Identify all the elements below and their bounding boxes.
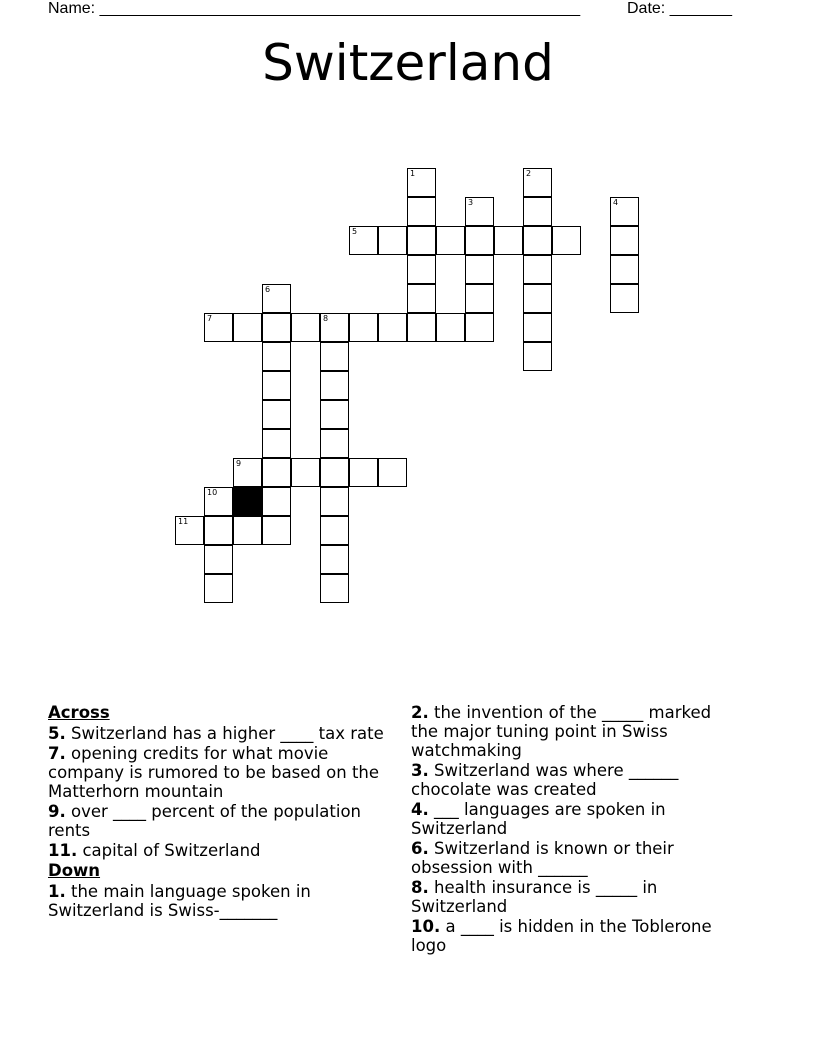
grid-cell[interactable] [262,313,291,342]
grid-cell[interactable] [320,371,349,400]
grid-cell[interactable] [523,313,552,342]
grid-cell[interactable] [523,284,552,313]
grid-cell[interactable] [320,545,349,574]
grid-cell[interactable] [407,168,436,197]
clue-text: Switzerland has a higher ____ tax rate [71,724,384,743]
grid-cell[interactable] [262,429,291,458]
grid-cell[interactable] [436,313,465,342]
clue-number: 2. [411,703,429,722]
grid-cell[interactable] [233,313,262,342]
grid-cell[interactable] [349,458,378,487]
clue-text: the invention of the _____ marked the major tuning point in Swiss watchmaking [411,703,712,760]
clue-number: 1. [48,882,66,901]
clue-number: 6. [411,839,429,858]
grid-cell[interactable] [320,400,349,429]
grid-cell[interactable] [465,197,494,226]
clue-item [48,724,393,743]
grid-cell[interactable] [407,284,436,313]
clue-number-label: 4 [613,198,619,207]
clue-number: 9. [48,802,66,821]
grid-cell[interactable] [465,284,494,313]
grid-cell[interactable] [320,458,349,487]
grid-cell[interactable] [610,226,639,255]
grid-cell[interactable] [523,197,552,226]
grid-cell[interactable] [610,197,639,226]
grid-cell[interactable] [262,342,291,371]
grid-cell[interactable] [204,516,233,545]
grid-cell[interactable] [523,168,552,197]
clue-text: opening credits for what movie company is rumored to be based on the Matterhorn mountain [48,744,380,801]
grid-cell[interactable] [262,400,291,429]
grid-cell[interactable] [378,313,407,342]
grid-cell[interactable] [204,545,233,574]
clue-text: capital of Switzerland [82,841,261,860]
grid-cell[interactable] [407,197,436,226]
clue-item [411,761,741,799]
date-field-line: Date: _______ [627,0,732,17]
clues-column-left [48,703,393,921]
grid-cell[interactable] [262,487,291,516]
grid-cell[interactable] [349,226,378,255]
grid-cell[interactable] [320,342,349,371]
clue-number: 8. [411,878,429,897]
grid-cell[interactable] [175,516,204,545]
clue-text: ___ languages are spoken in Switzerland [411,800,666,838]
clue-number: 7. [48,744,66,763]
clue-item [411,800,741,838]
clue-text: the main language spoken in Switzerland is Swiss-_______ [48,882,311,920]
clue-number-label: 10 [207,488,218,497]
grid-cell[interactable] [233,516,262,545]
grid-cell[interactable] [291,458,320,487]
grid-cell[interactable] [262,371,291,400]
grid-cell[interactable] [233,458,262,487]
clue-number-label: 9 [236,459,242,468]
clue-item [411,878,741,916]
grid-cell[interactable] [204,574,233,603]
grid-cell[interactable] [465,313,494,342]
grid-cell[interactable] [378,226,407,255]
clue-item [411,703,741,760]
clue-item [411,839,741,877]
grid-cell[interactable] [436,226,465,255]
grid-cell[interactable] [523,226,552,255]
clue-number: 11. [48,841,78,860]
clue-number: 10. [411,917,441,936]
grid-cell[interactable] [407,313,436,342]
grid-cell[interactable] [320,313,349,342]
clue-number: 4. [411,800,429,819]
clue-number-label: 6 [265,285,271,294]
clue-number: 3. [411,761,429,780]
clue-number: 5. [48,724,66,743]
grid-cell[interactable] [552,226,581,255]
clue-item [48,744,393,801]
clue-item [48,841,393,860]
clue-text: over ____ percent of the population rents [48,802,361,840]
name-field-line: Name: ______________________________________________________ [48,0,581,17]
grid-cell[interactable] [320,574,349,603]
clue-text: a ____ is hidden in the Toblerone logo [411,917,712,955]
grid-cell[interactable] [291,313,320,342]
clue-number-label: 8 [323,314,329,323]
clue-text: health insurance is _____ in Switzerland [411,878,658,916]
clue-item [48,802,393,840]
clue-number-label: 11 [178,517,189,526]
clue-text: Switzerland is known or their obsession with ______ [411,839,674,877]
grid-cell[interactable] [523,342,552,371]
clue-number-label: 1 [410,169,416,178]
grid-cell[interactable] [262,516,291,545]
grid-cell[interactable] [262,284,291,313]
grid-cell[interactable] [320,487,349,516]
grid-cell[interactable] [204,313,233,342]
clues-heading: Across [48,703,110,722]
grid-cell[interactable] [465,226,494,255]
grid-cell[interactable] [320,516,349,545]
grid-cell[interactable] [407,255,436,284]
grid-cell[interactable] [610,284,639,313]
clue-number-label: 7 [207,314,213,323]
grid-cell[interactable] [610,255,639,284]
grid-cell[interactable] [465,255,494,284]
grid-cell[interactable] [523,255,552,284]
clue-number-label: 2 [526,169,532,178]
clues-heading: Down [48,861,101,880]
clues-column-right [411,703,741,956]
grid-cell[interactable] [262,458,291,487]
clue-number-label: 5 [352,227,358,236]
grid-cell[interactable] [349,313,378,342]
clue-text: Switzerland was where ______ chocolate was created [411,761,679,799]
page-title: Switzerland [262,34,554,92]
clue-item [411,917,741,955]
blocked-grid-cell [233,487,262,516]
grid-cell[interactable] [407,226,436,255]
grid-cell[interactable] [320,429,349,458]
grid-cell[interactable] [204,487,233,516]
grid-cell[interactable] [494,226,523,255]
grid-cell[interactable] [378,458,407,487]
clue-number-label: 3 [468,198,474,207]
clue-item [48,882,393,920]
